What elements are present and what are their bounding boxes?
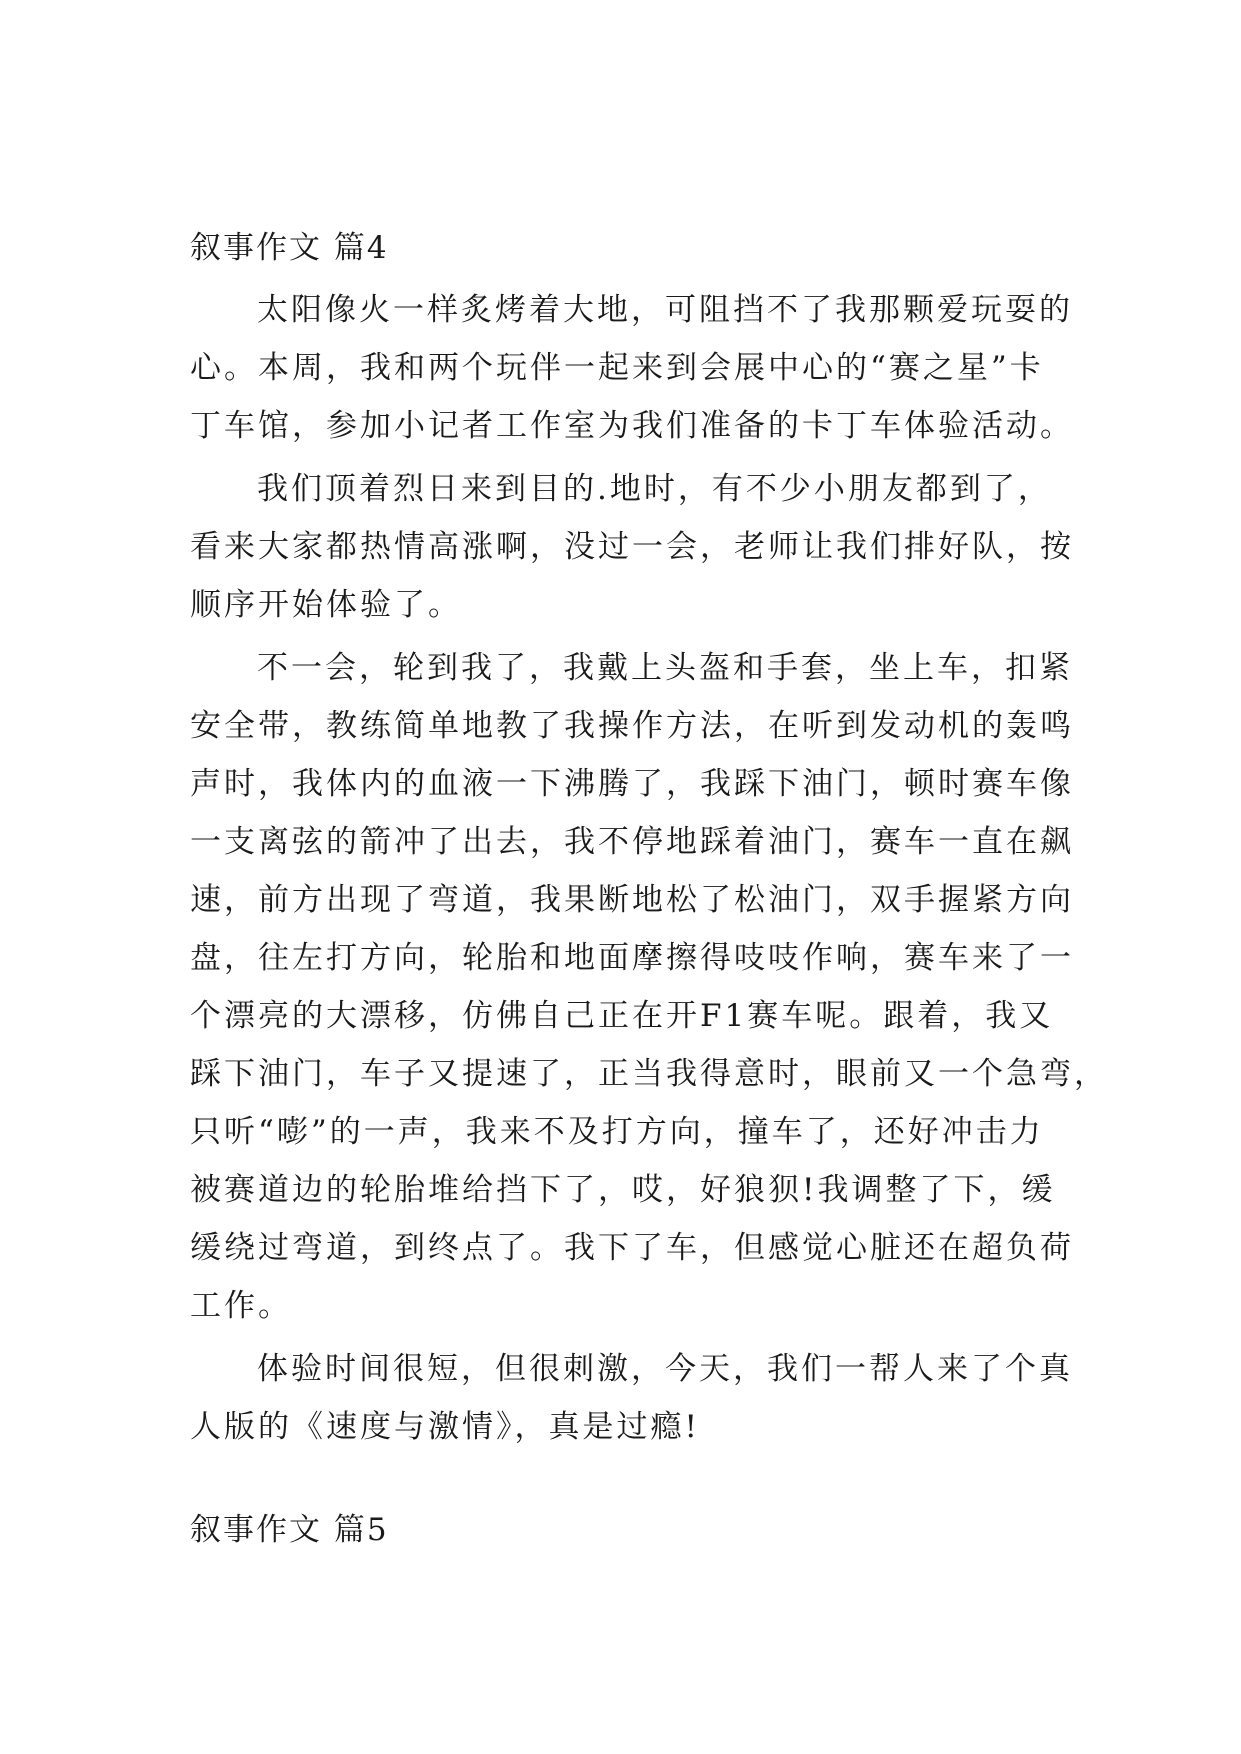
paragraph-3-line-11: 缓绕过弯道，到终点了。我下了车，但感觉心脏还在超负荷 <box>190 1230 1074 1266</box>
essay-5-title: 叙事作文 篇5 <box>190 1512 389 1548</box>
paragraph-2-line-3: 顺序开始体验了。 <box>190 587 462 623</box>
paragraph-3-line-1: 不一会，轮到我了，我戴上头盔和手套，坐上车，扣紧 <box>257 650 1073 686</box>
paragraph-3-line-6: 盘，往左打方向，轮胎和地面摩擦得吱吱作响，赛车来了一 <box>190 940 1074 976</box>
paragraph-1-line-2: 心。本周，我和两个玩伴一起来到会展中心的“赛之星”卡 <box>190 350 1044 386</box>
paragraph-3-line-5: 速，前方出现了弯道，我果断地松了松油门，双手握紧方向 <box>190 882 1074 918</box>
paragraph-3-line-4: 一支离弦的箭冲了出去，我不停地踩着油门，赛车一直在飙 <box>190 824 1074 860</box>
paragraph-4-line-1: 体验时间很短，但很刺激，今天，我们一帮人来了个真 <box>257 1351 1073 1387</box>
paragraph-1-line-1: 太阳像火一样炙烤着大地，可阻挡不了我那颗爱玩耍的 <box>257 292 1073 328</box>
paragraph-3-line-8: 踩下油门，车子又提速了，正当我得意时，眼前又一个急弯， <box>190 1056 1108 1092</box>
paragraph-2-line-1: 我们顶着烈日来到目的.地时，有不少小朋友都到了， <box>257 471 1052 507</box>
paragraph-3-line-12: 工作。 <box>190 1288 292 1324</box>
paragraph-4-line-2: 人版的《速度与激情》，真是过瘾! <box>190 1409 700 1445</box>
paragraph-3-line-2: 安全带，教练简单地教了我操作方法，在听到发动机的轰鸣 <box>190 708 1074 744</box>
paragraph-3-line-3: 声时，我体内的血液一下沸腾了，我踩下油门，顿时赛车像 <box>190 766 1074 802</box>
paragraph-1-line-3: 丁车馆，参加小记者工作室为我们准备的卡丁车体验活动。 <box>190 408 1074 444</box>
paragraph-3-line-7: 个漂亮的大漂移，仿佛自己正在开F1赛车呢。跟着，我又 <box>190 998 1054 1034</box>
paragraph-3-line-9: 只听“嘭”的一声，我来不及打方向，撞车了，还好冲击力 <box>190 1114 1044 1150</box>
paragraph-2-line-2: 看来大家都热情高涨啊，没过一会，老师让我们排好队，按 <box>190 529 1074 565</box>
paragraph-3-line-10: 被赛道边的轮胎堆给挡下了，哎，好狼狈!我调整了下，缓 <box>190 1172 1056 1208</box>
essay-4-title: 叙事作文 篇4 <box>190 230 389 266</box>
